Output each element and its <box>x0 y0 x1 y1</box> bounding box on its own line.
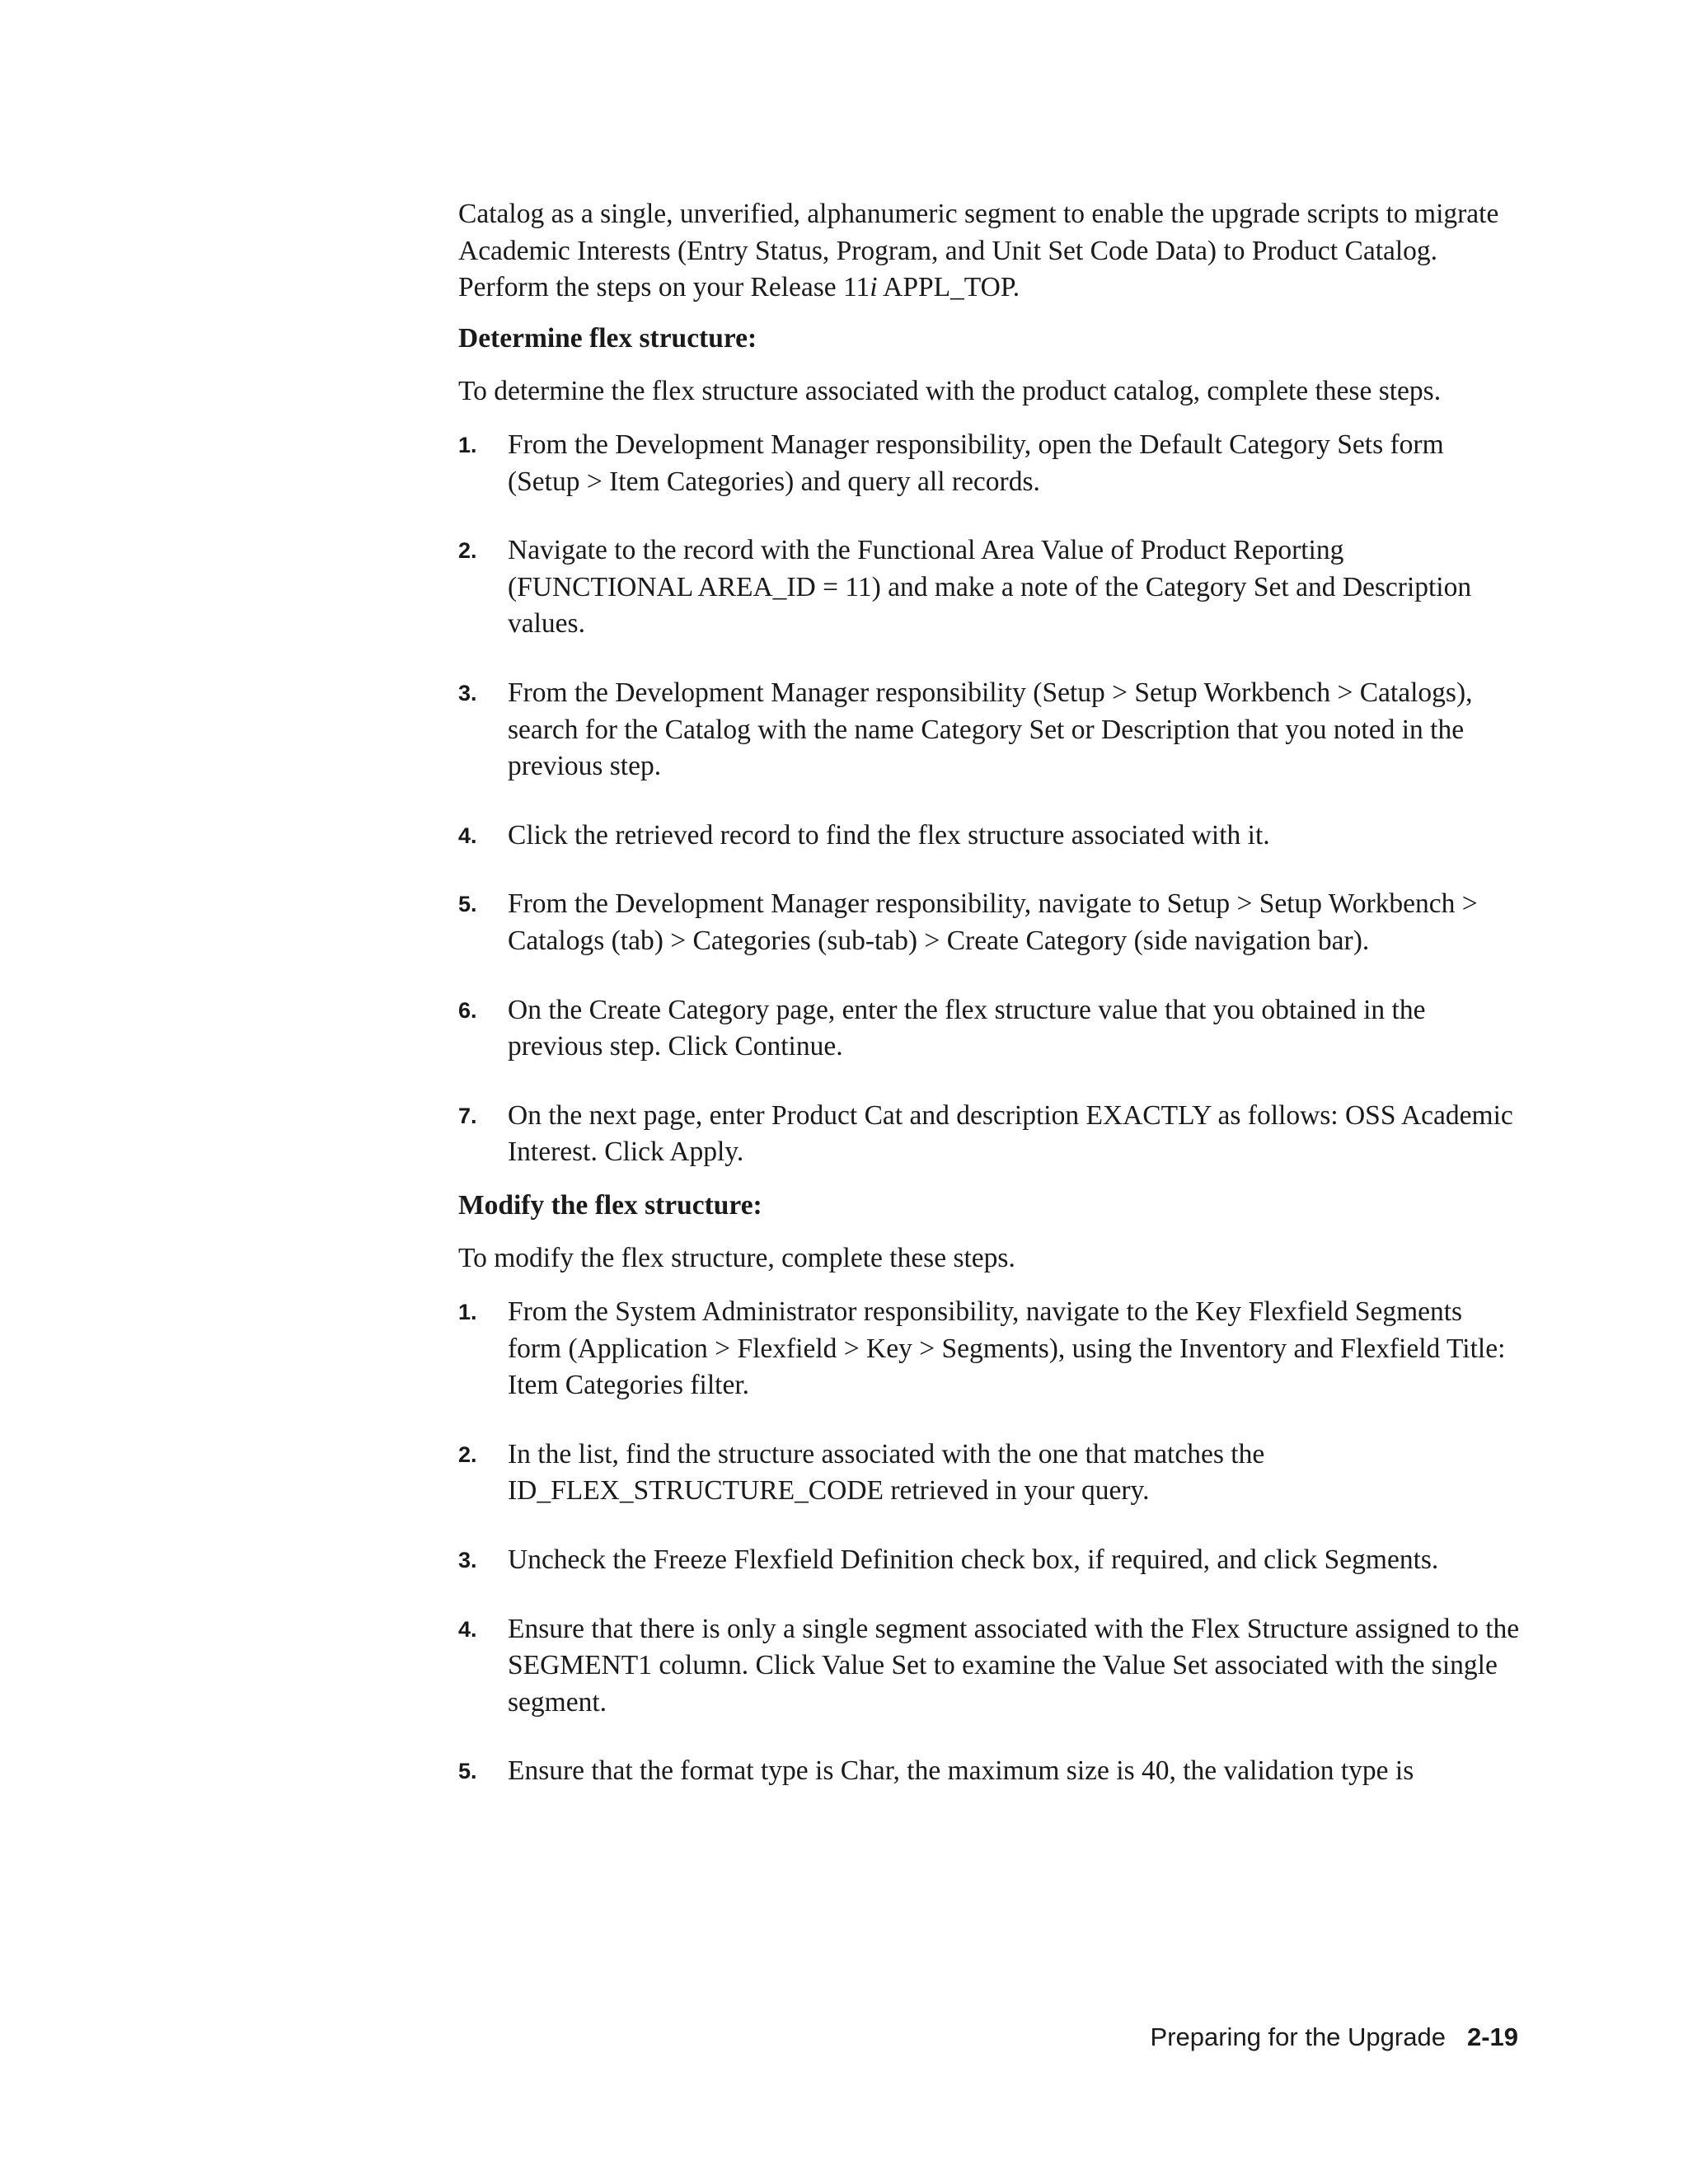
list-item <box>458 1294 1522 1404</box>
list-item <box>458 1542 1522 1579</box>
step-text: Ensure that there is only a single segment associated with the Flex Structure assigned to the SEGMENT1 column. Click Value Set to examine the Value Set associated with the single segment. <box>508 1613 1520 1718</box>
step-number: 7. <box>458 1103 477 1128</box>
list-item <box>458 1098 1522 1171</box>
steps-list-modify <box>458 1294 1522 1790</box>
list-item <box>458 992 1522 1066</box>
step-number: 6. <box>458 997 477 1023</box>
list-item <box>458 886 1522 959</box>
step-text: In the list, find the structure associated with the one that matches the ID_FLEX_STRUCTURE_CODE retrieved in your query. <box>508 1438 1265 1507</box>
page-footer <box>1151 2021 1518 2054</box>
list-item <box>458 532 1522 643</box>
step-text: Navigate to the record with the Functional Area Value of Product Reporting (FUNCTIONAL AREA_ID = 11) and make a note of the Category Set and Description values. <box>508 535 1472 640</box>
list-item <box>458 675 1522 785</box>
page-number: 2-19 <box>1466 2022 1518 2051</box>
step-text: From the System Administrator responsibility, navigate to the Key Flexfield Segments form (Application > Flexfield > Key > Segments), using the Inventory and Flexfield Title: Item Categories filter. <box>508 1296 1506 1401</box>
step-number: 2. <box>458 538 477 564</box>
step-text: Uncheck the Freeze Flexfield Definition check box, if required, and click Segments. <box>508 1544 1439 1576</box>
release-italic-suffix: i <box>870 272 878 303</box>
list-item <box>458 1611 1522 1722</box>
step-number: 5. <box>458 1759 477 1784</box>
section-heading-determine: Determine flex structure: <box>458 322 757 354</box>
steps-list-determine <box>458 427 1522 1171</box>
step-text: Click the retrieved record to find the flex structure associated with it. <box>508 819 1270 851</box>
step-text: From the Development Manager responsibility (Setup > Setup Workbench > Catalogs), search for the Catalog with the name Category Set or Description that you noted in the previous step. <box>508 677 1473 782</box>
list-item <box>458 427 1522 500</box>
section-heading-modify: Modify the flex structure: <box>458 1189 762 1221</box>
intro-text-end: APPL_TOP. <box>877 272 1020 303</box>
intro-text: Catalog as a single, unverified, alphanumeric segment to enable the upgrade scripts to migrate Academic Interests (Entry Status, Program, and Unit Set Code Data) to Product Catalog. Perform the steps on your Release 11 <box>458 199 1499 303</box>
footer-chapter-title: Preparing for the Upgrade <box>1150 2022 1446 2051</box>
list-item <box>458 1436 1522 1510</box>
step-number: 3. <box>458 680 477 705</box>
section-intro-determine: To determine the flex structure associated with the product catalog, complete these steps. <box>458 376 1442 407</box>
step-text: From the Development Manager responsibility, open the Default Category Sets form (Setup > Item Categories) and query all records. <box>508 429 1444 497</box>
step-number: 4. <box>458 1616 477 1642</box>
step-text: From the Development Manager responsibility, navigate to Setup > Setup Workbench > Catalogs (tab) > Categories (sub-tab) > Create Category (side navigation bar). <box>508 888 1478 956</box>
step-number: 4. <box>458 823 477 848</box>
step-number: 1. <box>458 432 477 457</box>
step-text: Ensure that the format type is Char, the maximum size is 40, the validation type is <box>508 1755 1414 1787</box>
list-item <box>458 1753 1522 1790</box>
section-intro-modify: To modify the flex structure, complete these steps. <box>458 1243 1015 1274</box>
step-number: 5. <box>458 892 477 917</box>
step-number: 2. <box>458 1441 477 1467</box>
step-number: 1. <box>458 1300 477 1325</box>
list-item <box>458 818 1522 855</box>
step-number: 3. <box>458 1548 477 1573</box>
step-text: On the next page, enter Product Cat and description EXACTLY as follows: OSS Academic Interest. Click Apply. <box>508 1099 1513 1168</box>
step-text: On the Create Category page, enter the flex structure value that you obtained in the previous step. Click Continue. <box>508 994 1426 1062</box>
page-body <box>458 196 1522 1790</box>
intro-paragraph <box>458 196 1522 307</box>
